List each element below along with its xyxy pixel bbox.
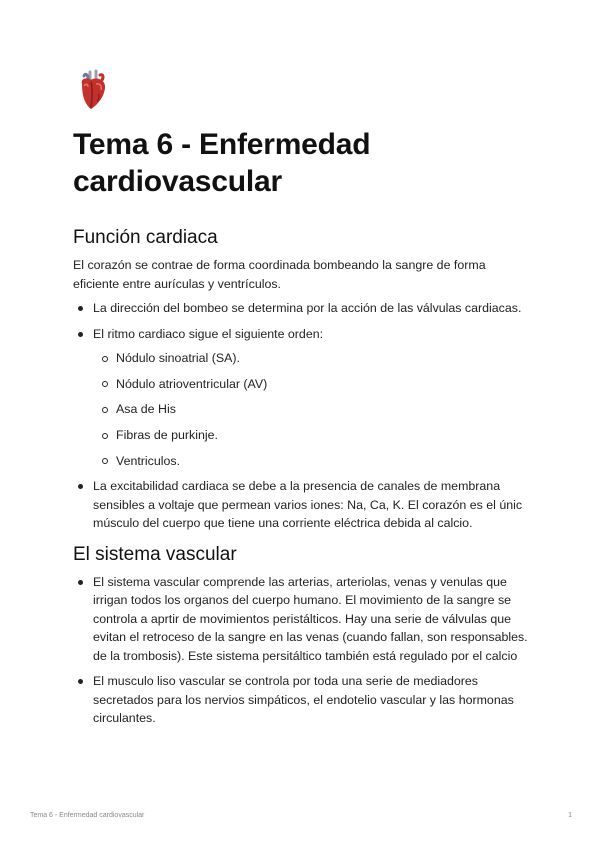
sub-list-item-text: Asa de His [116,402,176,417]
hollow-bullet-icon [102,356,108,362]
hollow-bullet-icon [102,381,108,387]
sub-list-item [93,400,535,419]
section-heading-sistema-vascular: El sistema vascular [73,543,237,565]
list-item [73,477,535,533]
section-heading-funcion-cardiaca: Función cardiaca [73,227,218,248]
sub-list-item-text: Nódulo atrioventricular (AV) [116,376,268,391]
sub-list-item [93,452,535,471]
bullet-icon [78,580,83,585]
list-item-text: El sistema vascular comprende las arterias, arteriolas, venas y venulas que irrigan todos los organos del cuerpo humano. El movimiento de la sangre se controla a aprtir de movimientos peristálticos. Hay una serie de válvulas que evitan el retroceso de la sangre en las venas (cuando fallan, son responsables. de la trombosis). Este sistema persitáltico también está regulado por el calcio [93,574,528,663]
list-item [73,325,535,471]
sub-list-item [93,426,535,445]
sub-list-item [93,375,535,394]
page-footer [30,812,572,819]
document-page [73,68,535,735]
section-intro: El corazón se contrae de forma coordinada bombeando la sangre de forma eficiente entre aurículas y ventrículos. [73,258,486,291]
bullet-icon [78,332,83,337]
bullet-icon [78,306,83,311]
list-item [73,573,535,666]
list-item [73,299,535,318]
list-item-text: El musculo liso vascular se controla por toda una serie de mediadores secretados para los nervios simpáticos, el endotelio vascular y las hormonas circulantes. [93,674,514,726]
hollow-bullet-icon [102,433,108,439]
hollow-bullet-icon [102,458,108,464]
sub-list-item-text: Nódulo sinoatrial (SA). [116,351,240,365]
bullet-icon [78,679,83,684]
list-item-text: La dirección del bombeo se determina por la acción de las válvulas cardiacas. [93,301,522,315]
sub-list [93,349,535,470]
list-item [73,672,535,728]
bullet-list [73,299,535,533]
list-item-text: La excitabilidad cardiaca se debe a la presencia de canales de membrana sensibles a voltaje que permean varios iones: Na, Ca, K. El corazón es el únic músculo del cuerpo que tiene una corriente eléctrica debida al calcio. [93,479,523,531]
hollow-bullet-icon [102,407,108,413]
page-title: Tema 6 - Enfermedad cardiovascular [73,128,371,198]
page-number: 1 [568,812,572,819]
sub-list-item-text: Ventriculos. [116,453,181,468]
sub-list-item [93,349,535,368]
footer-title: Tema 6 - Enfermedad cardiovascular [30,812,145,819]
bullet-list [73,573,535,728]
bullet-icon [78,484,83,489]
list-item-text: El ritmo cardiaco sigue el siguiente orden: [93,326,324,341]
anatomical-heart-icon [76,68,110,112]
sub-list-item-text: Fibras de purkinje. [116,428,218,443]
